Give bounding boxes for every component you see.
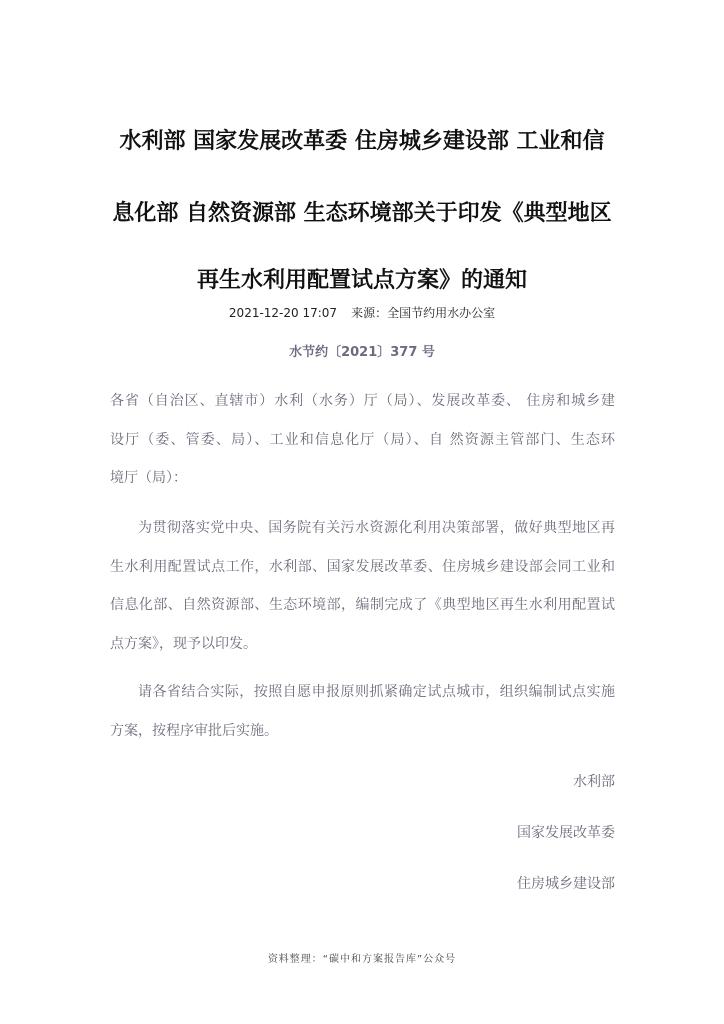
signature-mohurd: 住房城乡建设部 <box>517 876 615 892</box>
addressee-line: 境厅（局）： <box>110 470 187 486</box>
publish-datetime: 2021-12-20 17:07 <box>228 306 338 320</box>
body-paragraph-2 <box>110 673 615 750</box>
publish-meta <box>0 304 724 321</box>
addressee-paragraph <box>110 382 615 498</box>
document-title-line-2: 息化部 自然资源部 生态环境部关于印发《典型地区 <box>112 201 612 226</box>
body-paragraph-1 <box>110 509 615 663</box>
document-title-line-3: 再生水利用配置试点方案》的通知 <box>196 268 527 293</box>
signature-ndrc: 国家发展改革委 <box>517 825 615 841</box>
document-title-line-1: 水利部 国家发展改革委 住房城乡建设部 工业和信 <box>119 129 605 154</box>
footer-source-note: 资料整理：“碳中和方案报告库”公众号 <box>267 954 457 965</box>
paragraph-line: 点方案》，现予以印发。 <box>110 635 257 652</box>
paragraph-line: 信息化部、自然资源部、生态环境部，编制完成了《典型地区再生水利用配置试 <box>110 597 615 613</box>
addressee-line: 设厅（委、管委、局）、工业和信息化厅（局）、自 然资源主管部门、生态环 <box>110 431 615 448</box>
paragraph-line: 生水利用配置试点工作，水利部、国家发展改革委、住房城乡建设部会同工业和 <box>110 558 615 575</box>
paragraph-line: 为贯彻落实党中央、国务院有关污水资源化利用决策部署，做好典型地区再 <box>138 520 615 536</box>
signature-ministry-water: 水利部 <box>573 774 615 790</box>
addressee-line: 各省（自治区、直辖市）水利（水务）厅（局）、发展改革委、 住房和城乡建 <box>110 393 615 409</box>
paragraph-line: 方案，按程序审批后实施。 <box>110 722 278 739</box>
paragraph-line: 请各省结合实际，按照自愿申报原则抓紧确定试点城市，组织编制试点实施 <box>138 684 615 700</box>
document-number: 水节约〔2021〕377 号 <box>289 345 435 360</box>
publish-source: 来源：全国节约用水办公室 <box>351 306 496 320</box>
